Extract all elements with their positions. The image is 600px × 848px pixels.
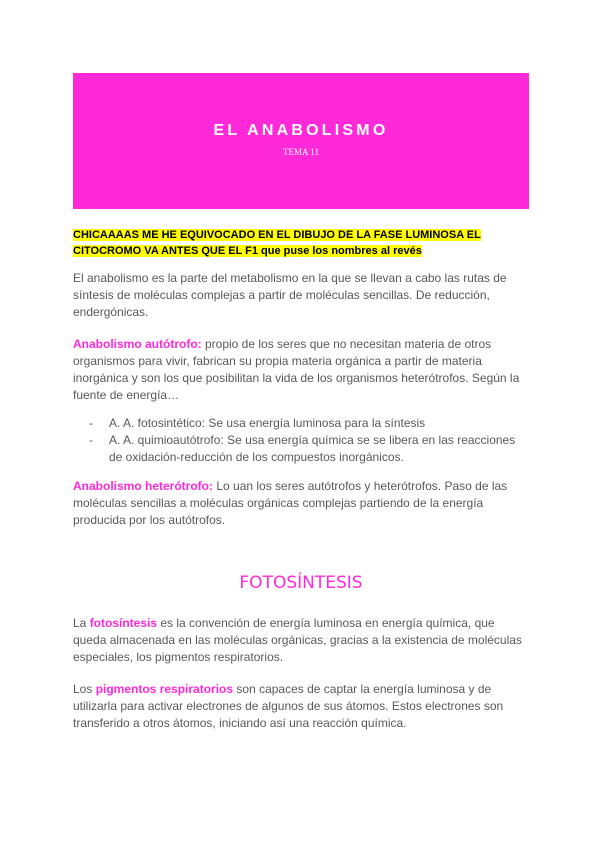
autotrofo-term: Anabolismo autótrofo: [73,337,202,351]
heterotrofo-term: Anabolismo heterótrofo: [73,479,213,493]
section-heading-fotosintesis: FOTOSÍNTESIS [239,573,363,593]
paragraph-text: Los [73,682,96,696]
intro-paragraph: El anabolismo es la parte del metabolismo en la que se llevan a cabo las rutas de síntesis de moléculas complejas a partir de moléculas sencillas. De reducción, endergónicas. [73,271,507,319]
list-item-text: A. A. fotosintético: Se usa energía luminosa para la síntesis [109,416,426,430]
fotosintesis-term: fotosíntesis [89,616,158,630]
pigmentos-term: pigmentos respiratorios [95,682,234,696]
fotosintesis-paragraph [73,615,529,666]
heterotrofo-text: Lo uan los seres autótrofos y heterótrofos. Paso de las moléculas sencillas a moléculas orgánicas complejas partiendo de la energía producida por los autótrofos. [73,479,508,527]
paragraph-text: La [73,616,90,630]
page-subtitle: TEMA 11 [283,147,319,157]
highlighted-warning [73,227,529,259]
list-item-text: A. A. quimioautótrofo: Se usa energía química se se libera en las reacciones de oxidación-reducción de los compuestos inorgánicos. [109,433,516,464]
heterotrofo-paragraph [73,478,529,529]
list-item [89,415,529,432]
title-banner [73,73,529,209]
paragraph-text: son capaces de captar la energía luminosa y de utilizarla para activar electrones de algunos de sus átomos. Estos electrones son transferido a otros átomos, iniciando así una reacción química. [73,682,504,730]
autotrofo-text: propio de los seres que no necesitan materia de otros organismos para vivir, fabrican su propia materia orgánica a partir de materia inorgánica y son los que posibilitan la vida de los organismos heterótrofos. Según la fuente de energía… [73,337,520,402]
list-item [89,432,529,466]
pigmentos-paragraph [73,681,529,732]
list-dash: - [89,433,93,447]
warning-text: CHICAAAAS ME HE EQUIVOCADO EN EL DIBUJO DE LA FASE LUMINOSA EL CITOCROMO VA ANTES QUE EL F1 que puse los nombres al revés [73,229,481,257]
paragraph-text: es la convención de energía luminosa en energía química, que queda almacenada en las moléculas orgánicas, gracias a la existencia de moléculas especiales, los pigmentos respiratorios. [73,616,522,664]
list-dash: - [89,416,93,430]
autotrofo-types-list [89,415,529,466]
page-title: EL ANABOLISMO [213,122,389,139]
autotrofo-paragraph [73,336,529,404]
